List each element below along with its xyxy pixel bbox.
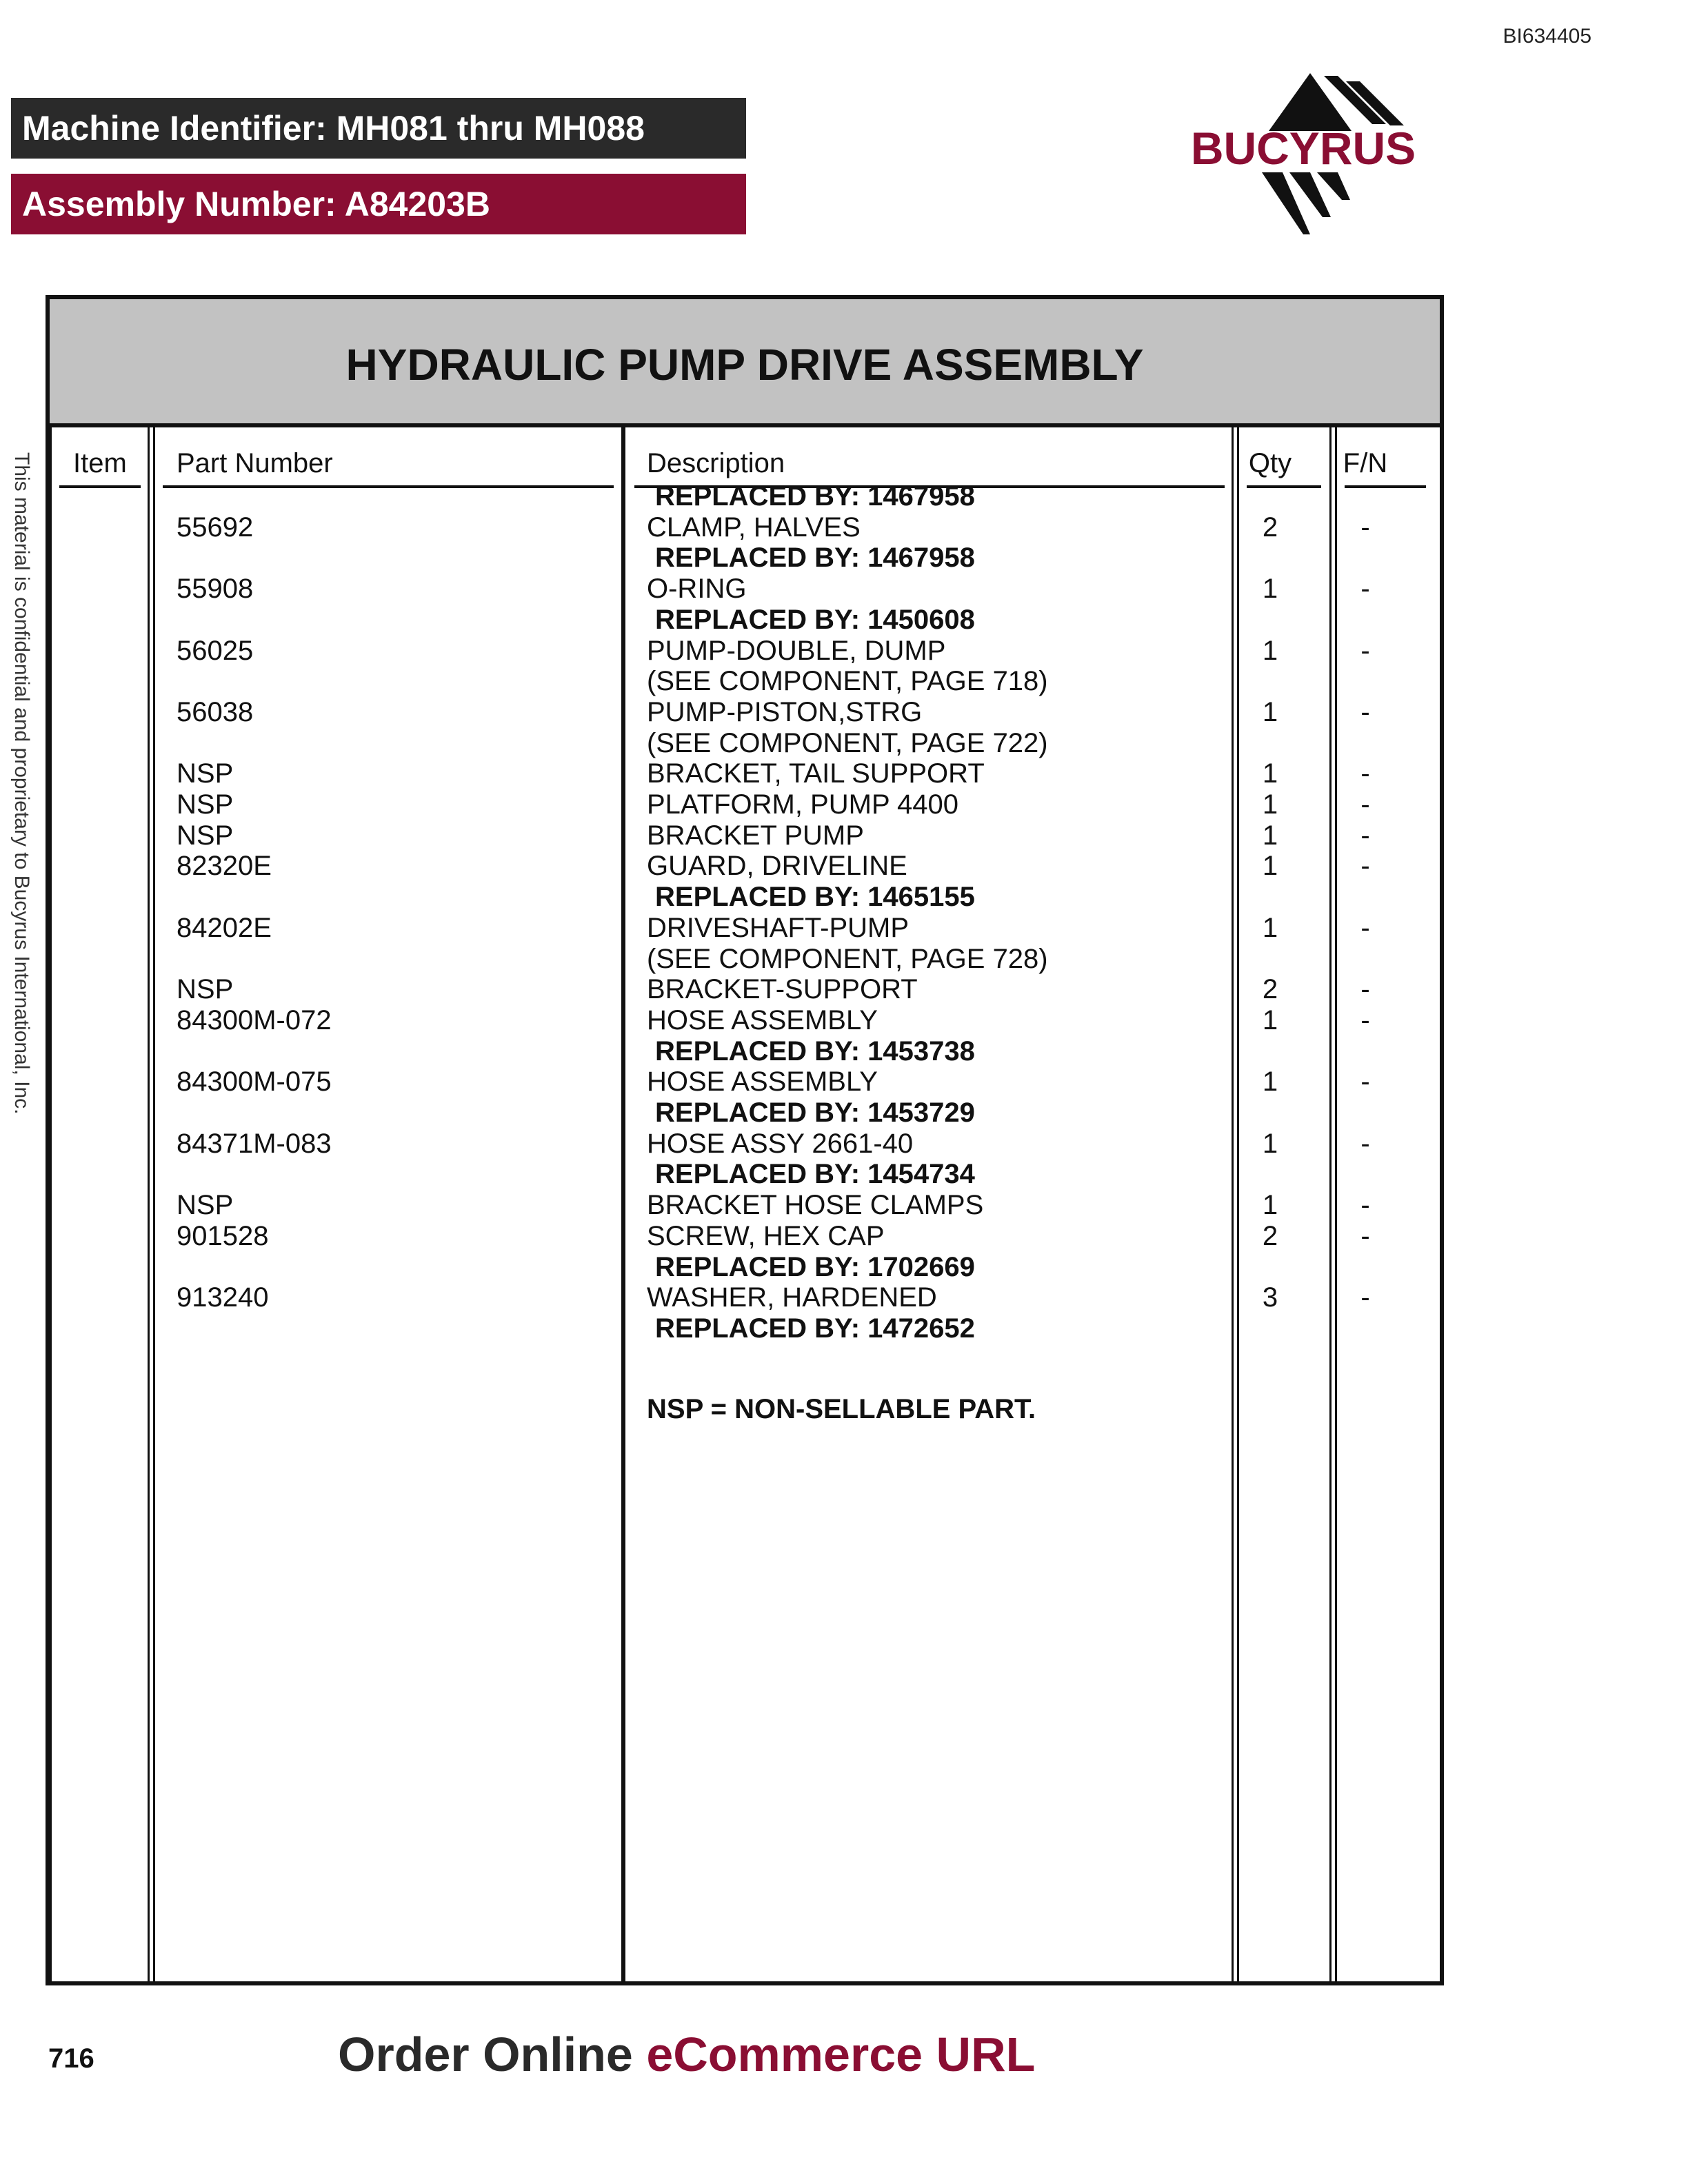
qty-cell: 1 [1262, 574, 1278, 605]
qty-cell: 1 [1262, 912, 1278, 943]
table-row [50, 1159, 1440, 1190]
bucyrus-logo [1165, 69, 1441, 241]
table-row [50, 636, 1440, 667]
machine-identifier-banner: Machine Identifier: MH081 thru MH088 [11, 98, 746, 159]
table-row [50, 944, 1440, 975]
part-number-cell: 84300M-072 [177, 1004, 332, 1035]
fn-cell: - [1360, 1128, 1370, 1159]
description-cell: REPLACED BY: 1467958 [655, 481, 975, 512]
table-row [50, 974, 1440, 1005]
description-cell: HOSE ASSEMBLY [647, 1004, 878, 1035]
fn-cell: - [1360, 574, 1370, 605]
table-row [50, 1252, 1440, 1283]
table-row [50, 666, 1440, 697]
fn-cell: - [1360, 1190, 1370, 1221]
fn-cell: - [1360, 789, 1370, 820]
confidentiality-note: This material is confidential and proprietary to Bucyrus International, Inc. [10, 452, 33, 1115]
qty-cell: 2 [1262, 512, 1278, 543]
table-row [50, 574, 1440, 605]
description-cell: REPLACED BY: 1702669 [655, 1251, 975, 1282]
qty-cell: 1 [1262, 635, 1278, 666]
description-cell: REPLACED BY: 1465155 [655, 882, 975, 913]
fn-cell: - [1360, 1066, 1370, 1098]
description-cell: GUARD, DRIVELINE [647, 851, 907, 882]
logo-stripe-5 [1317, 172, 1350, 200]
fn-cell: - [1360, 1220, 1370, 1251]
fn-cell: - [1360, 1282, 1370, 1313]
nsp-note: NSP = NON-SELLABLE PART. [647, 1394, 1036, 1424]
column-header-fn: F/N [1343, 448, 1388, 478]
table-row [50, 1129, 1440, 1160]
description-cell: REPLACED BY: 1472652 [655, 1313, 975, 1344]
description-cell: CLAMP, HALVES [647, 512, 861, 543]
table-row [50, 1036, 1440, 1067]
fn-cell: - [1360, 974, 1370, 1005]
part-number-cell: 55692 [177, 512, 254, 543]
qty-cell: 3 [1262, 1282, 1278, 1313]
fn-cell: - [1360, 820, 1370, 851]
description-cell: WASHER, HARDENED [647, 1282, 937, 1313]
table-row [50, 728, 1440, 759]
table-row [50, 1282, 1440, 1313]
table-row [50, 789, 1440, 820]
table-row [50, 1190, 1440, 1221]
description-cell: REPLACED BY: 1467958 [655, 543, 975, 574]
description-cell: REPLACED BY: 1454734 [655, 1159, 975, 1190]
qty-cell: 2 [1262, 974, 1278, 1005]
table-row [50, 1005, 1440, 1036]
table-row [50, 913, 1440, 944]
qty-cell: 1 [1262, 758, 1278, 789]
table-row [50, 820, 1440, 851]
part-number-cell: 901528 [177, 1220, 269, 1251]
description-cell: REPLACED BY: 1453738 [655, 1035, 975, 1066]
part-number-cell: NSP [177, 758, 234, 789]
order-online-text: Order Online [338, 2028, 647, 2081]
table-row [50, 543, 1440, 574]
part-number-cell: 84371M-083 [177, 1128, 332, 1159]
description-cell: BRACKET-SUPPORT [647, 974, 918, 1005]
qty-cell: 1 [1262, 789, 1278, 820]
table-row [50, 481, 1440, 512]
table-row [50, 1098, 1440, 1129]
description-cell: PUMP-PISTON,STRG [647, 696, 923, 727]
qty-cell: 1 [1262, 1190, 1278, 1221]
document-code: BI634405 [1503, 25, 1591, 48]
fn-cell: - [1360, 696, 1370, 727]
description-cell: BRACKET PUMP [647, 820, 864, 851]
fn-cell: - [1360, 1004, 1370, 1035]
qty-cell: 2 [1262, 1220, 1278, 1251]
description-cell: REPLACED BY: 1450608 [655, 604, 975, 635]
qty-cell: 1 [1262, 820, 1278, 851]
table-row [50, 605, 1440, 636]
part-number-cell: 84300M-075 [177, 1066, 332, 1098]
column-header-description: Description [647, 448, 785, 478]
table-row [50, 1313, 1440, 1344]
qty-cell: 1 [1262, 851, 1278, 882]
description-cell: HOSE ASSEMBLY [647, 1066, 878, 1098]
table-row [50, 1221, 1440, 1252]
ecommerce-url-text: eCommerce URL [646, 2028, 1036, 2081]
fn-cell: - [1360, 512, 1370, 543]
description-cell: SCREW, HEX CAP [647, 1220, 885, 1251]
fn-cell: - [1360, 851, 1370, 882]
description-cell: (SEE COMPONENT, PAGE 718) [647, 666, 1048, 697]
table-row [50, 851, 1440, 882]
part-number-cell: NSP [177, 1190, 234, 1221]
description-cell: BRACKET HOSE CLAMPS [647, 1190, 984, 1221]
part-number-cell: 56038 [177, 696, 254, 727]
fn-cell: - [1360, 635, 1370, 666]
description-cell: (SEE COMPONENT, PAGE 722) [647, 727, 1048, 758]
part-number-cell: 82320E [177, 851, 272, 882]
part-number-cell: NSP [177, 789, 234, 820]
description-cell: PLATFORM, PUMP 4400 [647, 789, 958, 820]
column-header-part-number: Part Number [177, 448, 333, 478]
page-number: 716 [48, 2043, 94, 2074]
order-online-link[interactable] [338, 2027, 1035, 2082]
part-number-cell: NSP [177, 974, 234, 1005]
assembly-number-banner: Assembly Number: A84203B [11, 174, 746, 234]
qty-cell: 1 [1262, 1004, 1278, 1035]
fn-cell: - [1360, 758, 1370, 789]
parts-table [46, 295, 1444, 1985]
table-row [50, 697, 1440, 728]
logo-text: BUCYRUS [1190, 123, 1416, 174]
table-row [50, 758, 1440, 789]
description-cell: (SEE COMPONENT, PAGE 728) [647, 943, 1048, 974]
description-cell: DRIVESHAFT-PUMP [647, 912, 910, 943]
column-header-qty: Qty [1248, 448, 1292, 478]
qty-cell: 1 [1262, 696, 1278, 727]
table-row [50, 512, 1440, 543]
part-number-cell: 55908 [177, 574, 254, 605]
column-header-item: Item [73, 448, 127, 478]
description-cell: O-RING [647, 574, 747, 605]
part-number-cell: NSP [177, 820, 234, 851]
qty-cell: 1 [1262, 1066, 1278, 1098]
fn-cell: - [1360, 912, 1370, 943]
description-cell: PUMP-DOUBLE, DUMP [647, 635, 946, 666]
description-cell: HOSE ASSY 2661-40 [647, 1128, 914, 1159]
table-row [50, 1066, 1440, 1098]
part-number-cell: 56025 [177, 635, 254, 666]
table-title: HYDRAULIC PUMP DRIVE ASSEMBLY [50, 299, 1440, 427]
part-number-cell: 84202E [177, 912, 272, 943]
description-cell: REPLACED BY: 1453729 [655, 1098, 975, 1128]
qty-cell: 1 [1262, 1128, 1278, 1159]
table-row [50, 882, 1440, 913]
description-cell: BRACKET, TAIL SUPPORT [647, 758, 985, 789]
part-number-cell: 913240 [177, 1282, 269, 1313]
